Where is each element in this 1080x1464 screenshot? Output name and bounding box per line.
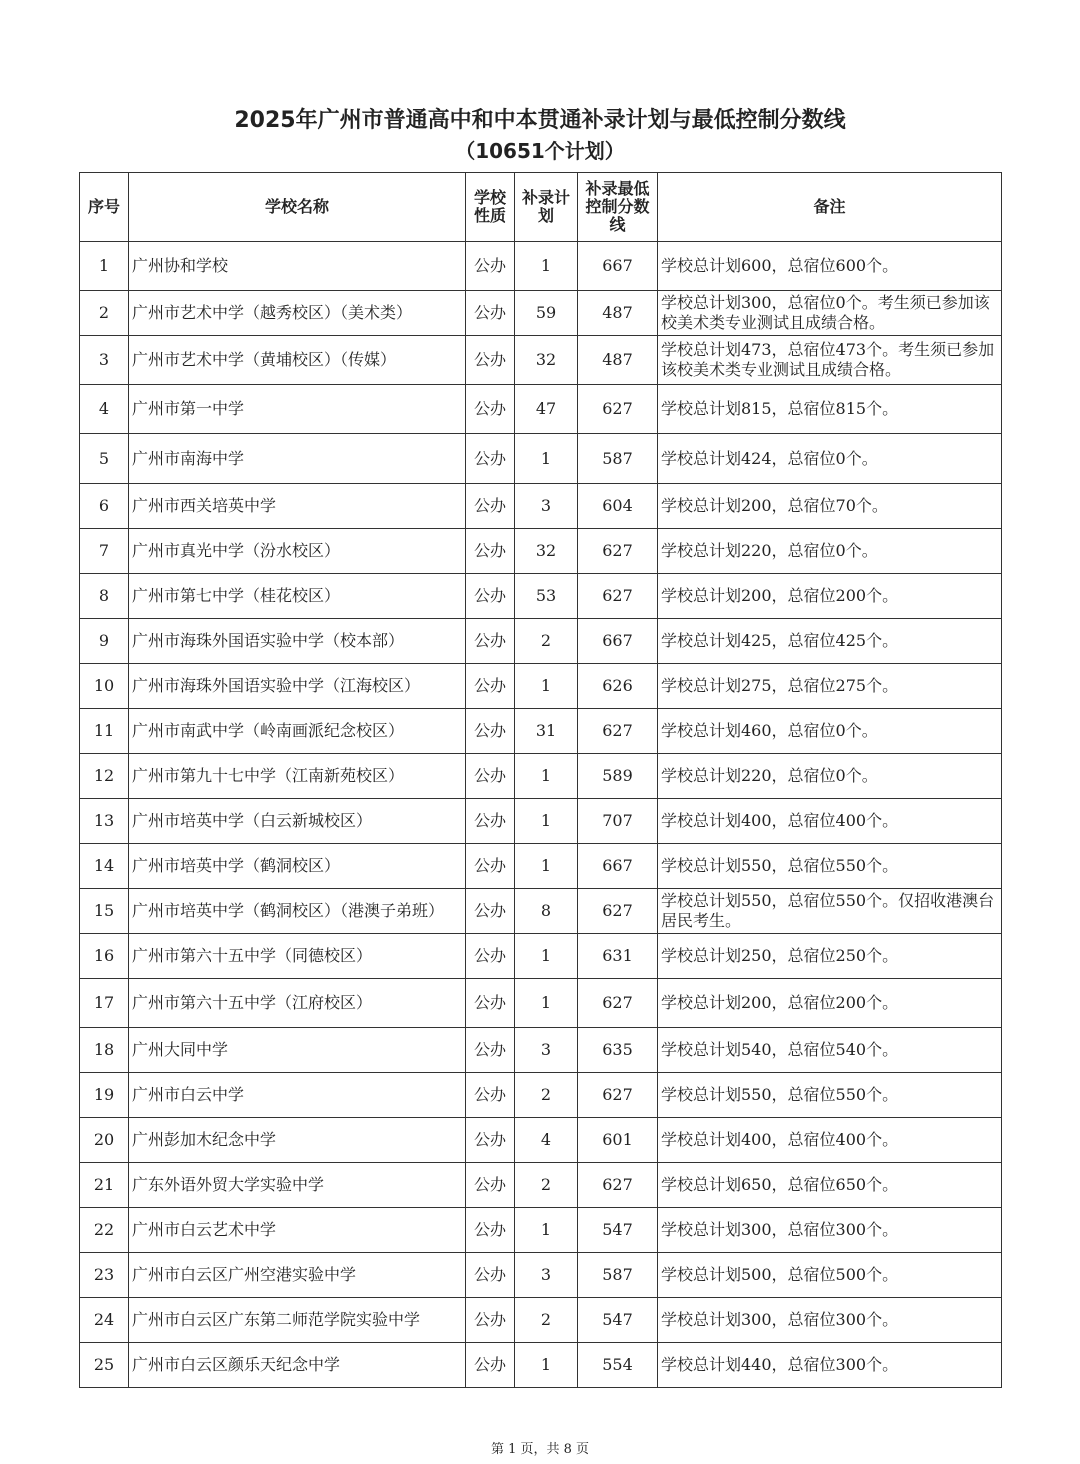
table-row [80,664,1002,709]
cell-index: 2 [80,291,129,336]
cell-school-name: 广州市南武中学（岭南画派纪念校区） [129,709,466,754]
cell-min-score: 627 [578,1163,658,1208]
table-row [80,385,1002,434]
cell-school-type: 公办 [466,336,515,385]
cell-min-score: 667 [578,844,658,889]
table-row [80,1073,1002,1118]
cell-plan-count: 1 [515,934,578,979]
cell-notes: 学校总计划460，总宿位0个。 [658,709,1002,754]
cell-school-type: 公办 [466,979,515,1028]
table-row [80,979,1002,1028]
cell-plan-count: 1 [515,1343,578,1388]
cell-min-score: 487 [578,291,658,336]
cell-school-name: 广州市南海中学 [129,434,466,484]
header-school-type: 学校性质 [466,173,515,242]
cell-plan-count: 3 [515,1028,578,1073]
cell-school-type: 公办 [466,709,515,754]
cell-plan-count: 2 [515,1298,578,1343]
cell-school-type: 公办 [466,529,515,574]
cell-school-name: 广州市白云区颜乐天纪念中学 [129,1343,466,1388]
table-row [80,291,1002,336]
cell-index: 17 [80,979,129,1028]
cell-school-type: 公办 [466,434,515,484]
cell-min-score: 627 [578,529,658,574]
cell-school-type: 公办 [466,242,515,291]
table-row [80,1208,1002,1253]
cell-index: 7 [80,529,129,574]
table-row [80,574,1002,619]
cell-school-type: 公办 [466,754,515,799]
cell-notes: 学校总计划550，总宿位550个。 [658,1073,1002,1118]
cell-school-type: 公办 [466,385,515,434]
cell-notes: 学校总计划300，总宿位300个。 [658,1298,1002,1343]
cell-index: 24 [80,1298,129,1343]
table-row [80,754,1002,799]
cell-plan-count: 1 [515,844,578,889]
table-row [80,434,1002,484]
cell-min-score: 601 [578,1118,658,1163]
cell-min-score: 627 [578,709,658,754]
cell-min-score: 667 [578,242,658,291]
cell-notes: 学校总计划540，总宿位540个。 [658,1028,1002,1073]
cell-index: 16 [80,934,129,979]
table-row [80,1028,1002,1073]
cell-notes: 学校总计划473，总宿位473个。考生须已参加该校美术类专业测试且成绩合格。 [658,336,1002,385]
cell-plan-count: 2 [515,1163,578,1208]
table-row [80,336,1002,385]
header-notes: 备注 [658,173,1002,242]
cell-min-score: 547 [578,1208,658,1253]
admission-plan-table [79,172,1002,1388]
page-footer: 第 1 页，共 8 页 [490,1442,590,1457]
header-school-name: 学校名称 [129,173,466,242]
cell-school-type: 公办 [466,291,515,336]
page-subtitle: （10651个计划） [455,139,625,163]
cell-min-score: 707 [578,799,658,844]
cell-plan-count: 1 [515,434,578,484]
cell-min-score: 626 [578,664,658,709]
cell-notes: 学校总计划220，总宿位0个。 [658,529,1002,574]
cell-notes: 学校总计划815，总宿位815个。 [658,385,1002,434]
cell-notes: 学校总计划300，总宿位300个。 [658,1208,1002,1253]
cell-index: 19 [80,1073,129,1118]
cell-notes: 学校总计划250，总宿位250个。 [658,934,1002,979]
cell-school-type: 公办 [466,1163,515,1208]
table-row [80,709,1002,754]
cell-school-name: 广州市白云区广州空港实验中学 [129,1253,466,1298]
header-index: 序号 [80,173,129,242]
table-row [80,889,1002,934]
table-row [80,1298,1002,1343]
cell-school-type: 公办 [466,1208,515,1253]
cell-index: 20 [80,1118,129,1163]
cell-school-name: 广州市培英中学（白云新城校区） [129,799,466,844]
cell-index: 10 [80,664,129,709]
cell-school-name: 广州彭加木纪念中学 [129,1118,466,1163]
cell-plan-count: 59 [515,291,578,336]
cell-plan-count: 1 [515,1208,578,1253]
cell-school-name: 广州市培英中学（鹤洞校区）（港澳子弟班） [129,889,466,934]
cell-school-type: 公办 [466,1028,515,1073]
cell-plan-count: 4 [515,1118,578,1163]
cell-school-type: 公办 [466,484,515,529]
table-header-row [80,173,1002,242]
cell-plan-count: 47 [515,385,578,434]
cell-notes: 学校总计划200，总宿位70个。 [658,484,1002,529]
cell-school-name: 广州协和学校 [129,242,466,291]
cell-notes: 学校总计划550，总宿位550个。仅招收港澳台居民考生。 [658,889,1002,934]
cell-notes: 学校总计划400，总宿位400个。 [658,1118,1002,1163]
cell-school-type: 公办 [466,1343,515,1388]
cell-min-score: 627 [578,1073,658,1118]
cell-school-type: 公办 [466,844,515,889]
cell-index: 21 [80,1163,129,1208]
cell-min-score: 604 [578,484,658,529]
cell-notes: 学校总计划200，总宿位200个。 [658,979,1002,1028]
cell-min-score: 547 [578,1298,658,1343]
cell-notes: 学校总计划400，总宿位400个。 [658,799,1002,844]
cell-min-score: 627 [578,889,658,934]
table-row [80,1118,1002,1163]
cell-plan-count: 2 [515,619,578,664]
cell-plan-count: 8 [515,889,578,934]
cell-index: 3 [80,336,129,385]
cell-index: 18 [80,1028,129,1073]
cell-notes: 学校总计划425，总宿位425个。 [658,619,1002,664]
cell-school-name: 广州市西关培英中学 [129,484,466,529]
cell-school-name: 广州市第七中学（桂花校区） [129,574,466,619]
cell-school-name: 广州市艺术中学（越秀校区）（美术类） [129,291,466,336]
cell-min-score: 587 [578,434,658,484]
cell-plan-count: 1 [515,979,578,1028]
cell-notes: 学校总计划440，总宿位300个。 [658,1343,1002,1388]
cell-plan-count: 1 [515,754,578,799]
header-plan-count: 补录计划 [515,173,578,242]
cell-notes: 学校总计划300，总宿位0个。考生须已参加该校美术类专业测试且成绩合格。 [658,291,1002,336]
cell-index: 25 [80,1343,129,1388]
cell-index: 4 [80,385,129,434]
cell-index: 11 [80,709,129,754]
cell-min-score: 631 [578,934,658,979]
cell-index: 12 [80,754,129,799]
cell-notes: 学校总计划200，总宿位200个。 [658,574,1002,619]
cell-school-type: 公办 [466,1118,515,1163]
cell-index: 5 [80,434,129,484]
page-title: 2025年广州市普通高中和中本贯通补录计划与最低控制分数线 [234,108,846,133]
cell-min-score: 627 [578,979,658,1028]
cell-school-name: 广州市白云艺术中学 [129,1208,466,1253]
cell-notes: 学校总计划600，总宿位600个。 [658,242,1002,291]
cell-index: 6 [80,484,129,529]
cell-plan-count: 3 [515,1253,578,1298]
table-row [80,1253,1002,1298]
cell-notes: 学校总计划500，总宿位500个。 [658,1253,1002,1298]
cell-school-type: 公办 [466,934,515,979]
cell-school-name: 广州市白云区广东第二师范学院实验中学 [129,1298,466,1343]
cell-index: 1 [80,242,129,291]
table-row [80,844,1002,889]
header-min-score: 补录最低控制分数线 [578,173,658,242]
cell-index: 22 [80,1208,129,1253]
cell-min-score: 487 [578,336,658,385]
cell-plan-count: 1 [515,242,578,291]
cell-school-type: 公办 [466,1253,515,1298]
cell-school-name: 广州市第九十七中学（江南新苑校区） [129,754,466,799]
cell-notes: 学校总计划424，总宿位0个。 [658,434,1002,484]
cell-min-score: 587 [578,1253,658,1298]
cell-school-type: 公办 [466,574,515,619]
cell-min-score: 627 [578,385,658,434]
cell-index: 8 [80,574,129,619]
table-row [80,242,1002,291]
cell-notes: 学校总计划650，总宿位650个。 [658,1163,1002,1208]
cell-min-score: 589 [578,754,658,799]
cell-min-score: 667 [578,619,658,664]
cell-school-type: 公办 [466,619,515,664]
cell-index: 23 [80,1253,129,1298]
cell-school-name: 广州市海珠外国语实验中学（校本部） [129,619,466,664]
cell-school-name: 广州市第一中学 [129,385,466,434]
cell-school-type: 公办 [466,1073,515,1118]
cell-school-name: 广州市海珠外国语实验中学（江海校区） [129,664,466,709]
cell-notes: 学校总计划275，总宿位275个。 [658,664,1002,709]
cell-index: 9 [80,619,129,664]
cell-plan-count: 2 [515,1073,578,1118]
cell-index: 15 [80,889,129,934]
table-row [80,529,1002,574]
cell-plan-count: 31 [515,709,578,754]
cell-notes: 学校总计划550，总宿位550个。 [658,844,1002,889]
cell-index: 13 [80,799,129,844]
cell-plan-count: 32 [515,336,578,385]
cell-plan-count: 1 [515,799,578,844]
cell-school-type: 公办 [466,799,515,844]
cell-plan-count: 1 [515,664,578,709]
table-row [80,934,1002,979]
cell-min-score: 635 [578,1028,658,1073]
table-row [80,1343,1002,1388]
cell-min-score: 554 [578,1343,658,1388]
cell-school-name: 广东外语外贸大学实验中学 [129,1163,466,1208]
cell-school-type: 公办 [466,1298,515,1343]
cell-school-type: 公办 [466,664,515,709]
cell-school-name: 广州市培英中学（鹤洞校区） [129,844,466,889]
cell-plan-count: 32 [515,529,578,574]
table-row [80,619,1002,664]
cell-school-name: 广州市真光中学（汾水校区） [129,529,466,574]
cell-plan-count: 53 [515,574,578,619]
cell-notes: 学校总计划220，总宿位0个。 [658,754,1002,799]
cell-min-score: 627 [578,574,658,619]
cell-school-name: 广州大同中学 [129,1028,466,1073]
cell-index: 14 [80,844,129,889]
cell-school-type: 公办 [466,889,515,934]
cell-plan-count: 3 [515,484,578,529]
cell-school-name: 广州市第六十五中学（同德校区） [129,934,466,979]
table-row [80,1163,1002,1208]
table-row [80,799,1002,844]
cell-school-name: 广州市艺术中学（黄埔校区）（传媒） [129,336,466,385]
cell-school-name: 广州市第六十五中学（江府校区） [129,979,466,1028]
cell-school-name: 广州市白云中学 [129,1073,466,1118]
table-row [80,484,1002,529]
